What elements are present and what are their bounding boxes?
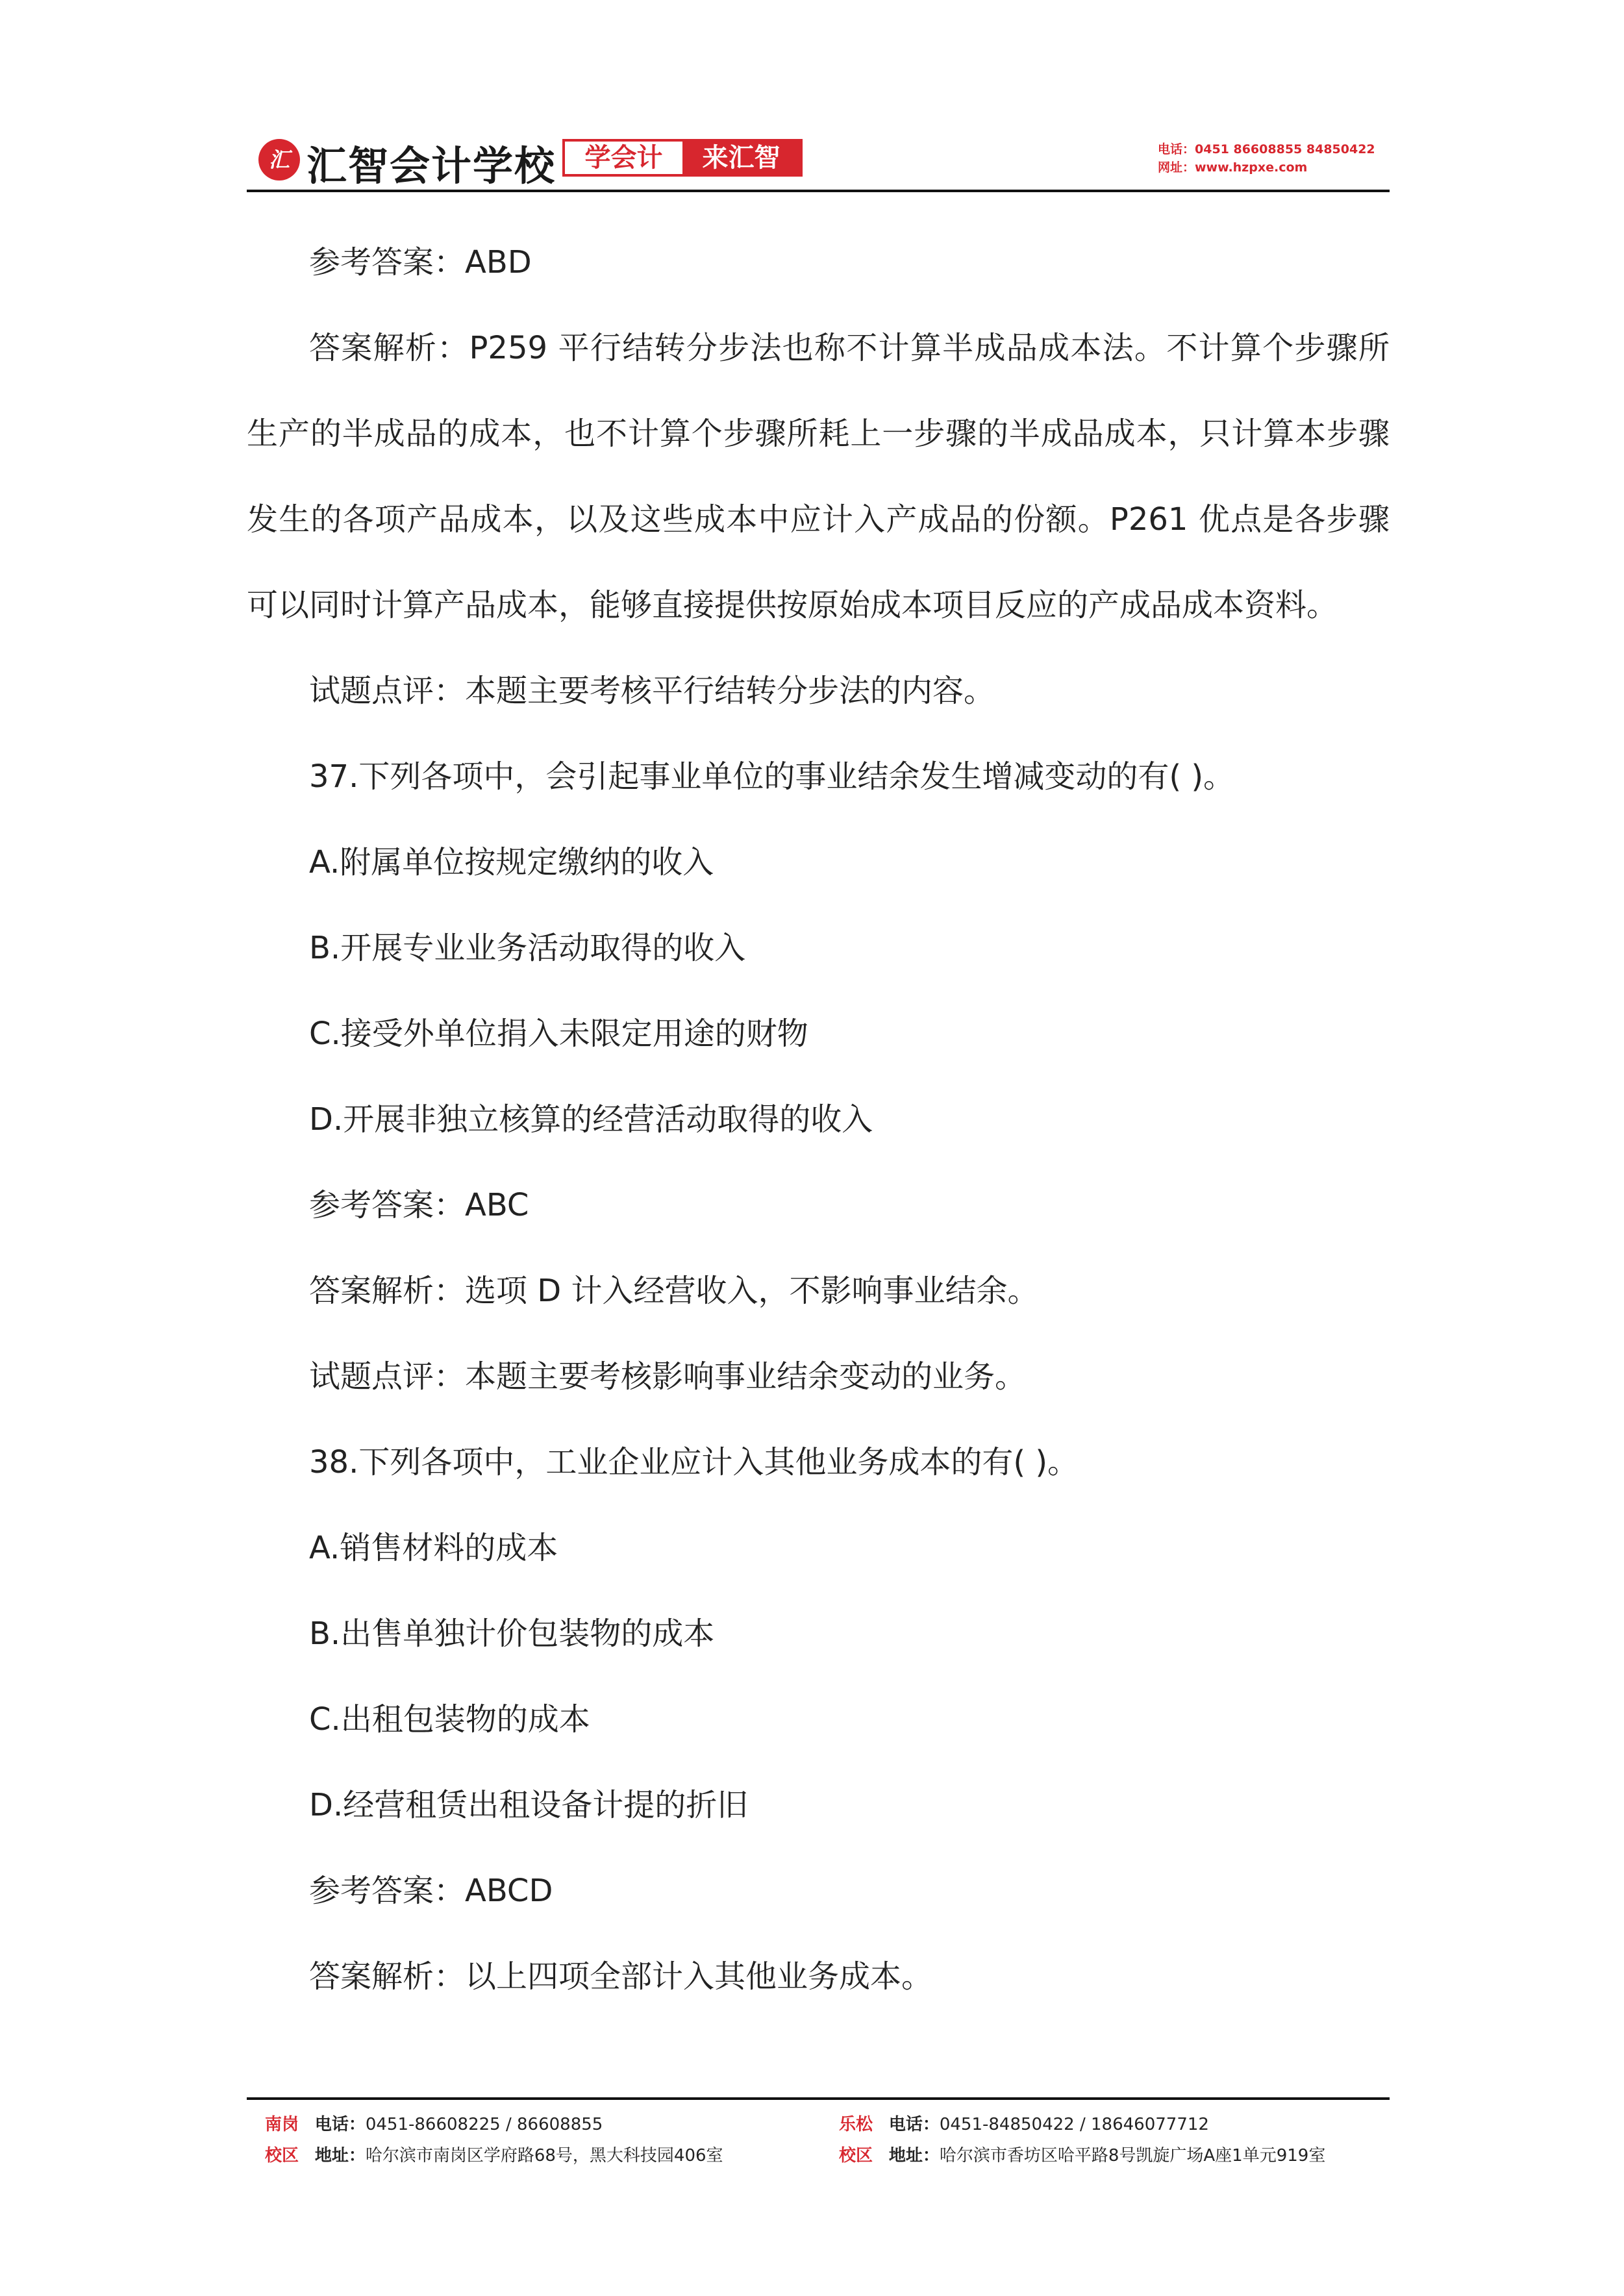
campus-name: 校区 bbox=[839, 2146, 873, 2165]
answer-line: 参考答案：ABC bbox=[309, 1187, 529, 1223]
slogan-left: 学会计 bbox=[565, 142, 682, 174]
option-b: B.出售单独计价包装物的成本 bbox=[309, 1616, 715, 1652]
option-b: B.开展专业业务活动取得的收入 bbox=[309, 930, 746, 966]
slogan-right: 来汇智 bbox=[682, 142, 800, 174]
campus-lesong bbox=[839, 2109, 1325, 2171]
option-c: C.出租包装物的成本 bbox=[309, 1701, 590, 1738]
slogan-badge bbox=[562, 139, 803, 177]
answer-line: 参考答案：ABD bbox=[309, 244, 532, 281]
comment-line: 试题点评：本题主要考核影响事业结余变动的业务。 bbox=[309, 1358, 1027, 1395]
answer-line: 参考答案：ABCD bbox=[309, 1873, 553, 1909]
header-phone: 电话：0451 86608855 84850422 bbox=[1158, 142, 1375, 156]
campus-nangang bbox=[265, 2109, 723, 2171]
campus-phone: 0451-84850422 / 18646077712 bbox=[939, 2115, 1209, 2134]
header-contact bbox=[1158, 140, 1375, 177]
address-label: 地址： bbox=[314, 2146, 366, 2165]
header-website: 网址：www.hzpxe.com bbox=[1158, 160, 1308, 175]
option-a: A.销售材料的成本 bbox=[309, 1530, 558, 1566]
option-c: C.接受外单位捐入未限定用途的财物 bbox=[309, 1016, 808, 1052]
option-d: D.经营租赁出租设备计提的折旧 bbox=[309, 1787, 749, 1823]
campus-address: 哈尔滨市南岗区学府路68号，黑大科技园406室 bbox=[365, 2146, 723, 2165]
campus-name: 南岗 bbox=[265, 2115, 299, 2134]
explanation-paragraph: 答案解析：P259 平行结转分步法也称不计算半成品成本法。不计算个步骤所生产的半成品的成本，也不计算个步骤所耗上一步骤的半成品成本，只计算本步骤发生的各项产品成本，以及这些成本中应计入产成品的份额。P261 优点是各步骤可以同时计算产品成本，能够直接提供按原始成本项目反应的产成品成本资料。 bbox=[247, 330, 1390, 623]
question-37: 37.下列各项中，会引起事业单位的事业结余发生增减变动的有( )。 bbox=[309, 758, 1235, 795]
campus-phone: 0451-86608225 / 86608855 bbox=[365, 2115, 603, 2134]
question-38: 38.下列各项中，工业企业应计入其他业务成本的有( )。 bbox=[309, 1444, 1079, 1480]
footer-divider bbox=[247, 2097, 1390, 2100]
phone-label: 电话： bbox=[888, 2115, 940, 2134]
document-body bbox=[247, 219, 1390, 2019]
header-divider bbox=[247, 190, 1390, 192]
explanation-line: 答案解析：选项 D 计入经营收入，不影响事业结余。 bbox=[309, 1273, 1039, 1309]
comment-line: 试题点评：本题主要考核平行结转分步法的内容。 bbox=[309, 673, 995, 709]
page-header bbox=[247, 130, 1390, 195]
explanation-line: 答案解析：以上四项全部计入其他业务成本。 bbox=[309, 1958, 933, 1995]
phone-label: 电话： bbox=[314, 2115, 366, 2134]
address-label: 地址： bbox=[888, 2146, 940, 2165]
option-a: A.附属单位按规定缴纳的收入 bbox=[309, 844, 714, 880]
campus-address: 哈尔滨市香坊区哈平路8号凯旋广场A座1单元919室 bbox=[939, 2146, 1326, 2165]
option-d: D.开展非独立核算的经营活动取得的收入 bbox=[309, 1101, 873, 1138]
page-footer bbox=[247, 2109, 1390, 2180]
campus-name: 校区 bbox=[265, 2146, 299, 2165]
campus-name: 乐松 bbox=[839, 2115, 873, 2134]
school-logo-icon: 汇 bbox=[258, 139, 300, 181]
school-name: 汇智会计学校 bbox=[306, 142, 556, 190]
